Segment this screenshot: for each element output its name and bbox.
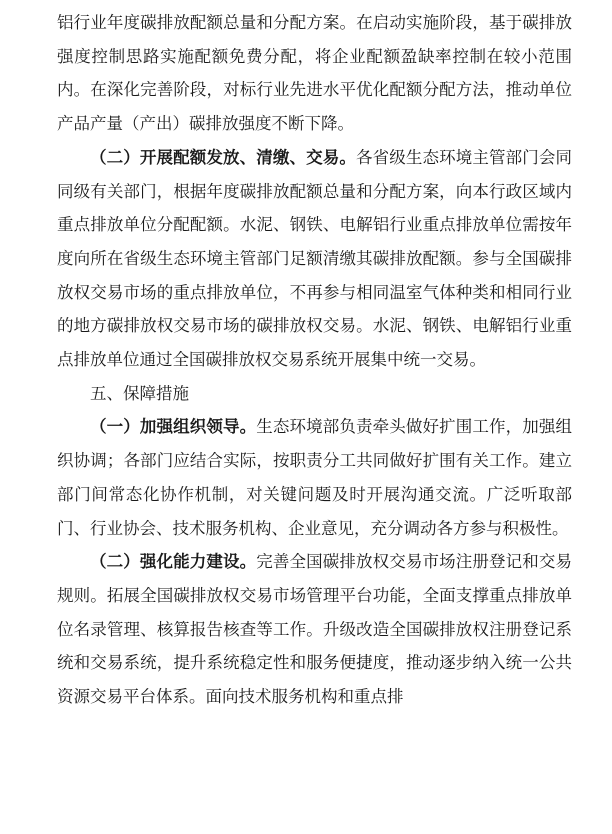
paragraph-lead-heading: （一）加强组织领导。	[90, 417, 257, 437]
paragraph-text: 铝行业年度碳排放配额总量和分配方案。在启动实施阶段，基于碳排放强度控制思路实施配额免费分配，将企业配额盈缺率控制在较小范围内。在深化完善阶段，对标行业先进水平优化配额分配方法，推动单位产品产量（产出）碳排放强度不断下降。	[57, 13, 572, 134]
paragraph-lead-heading: （二）开展配额发放、清缴、交易。	[90, 147, 356, 167]
paragraph-text: 各省级生态环境主管部门会同同级有关部门，根据年度碳排放配额总量和分配方案，向本行政区域内重点排放单位分配配额。水泥、钢铁、电解铝行业重点排放单位需按年度向所在省级生态环境主管部门足额清缴其碳排放配额。参与全国碳排放权交易市场的重点排放单位，不再参与相同温室气体种类和相同行业的地方碳排放权交易市场的碳排放权交易。水泥、钢铁、电解铝行业重点排放单位通过全国碳排放权交易系统开展集中统一交易。	[57, 147, 572, 370]
paragraph-lead-heading: （二）强化能力建设。	[90, 552, 257, 572]
paragraph-quota-issuance	[57, 141, 572, 377]
paragraph-organization	[57, 410, 572, 545]
paragraph-text: 完善全国碳排放权交易市场注册登记和交易规则。拓展全国碳排放权交易市场管理平台功能，全面支撑重点排放单位名录管理、核算报告核查等工作。升级改造全国碳排放权注册登记系统和交易系统，提升系统稳定性和服务便捷度，推动逐步纳入统一公共资源交易平台体系。面向技术服务机构和重点排	[57, 552, 572, 707]
paragraph-text: 生态环境部负责牵头做好扩围工作，加强组织协调；各部门应结合实际，按职责分工共同做好扩围有关工作。建立部门间常态化协作机制，对关键问题及时开展沟通交流。广泛听取部门、行业协会、技术服务机构、企业意见，充分调动各方参与积极性。	[57, 417, 572, 538]
paragraph-capacity	[57, 545, 572, 714]
section-heading: 五、保障措施	[90, 383, 189, 403]
paragraph-continuation	[57, 6, 572, 141]
